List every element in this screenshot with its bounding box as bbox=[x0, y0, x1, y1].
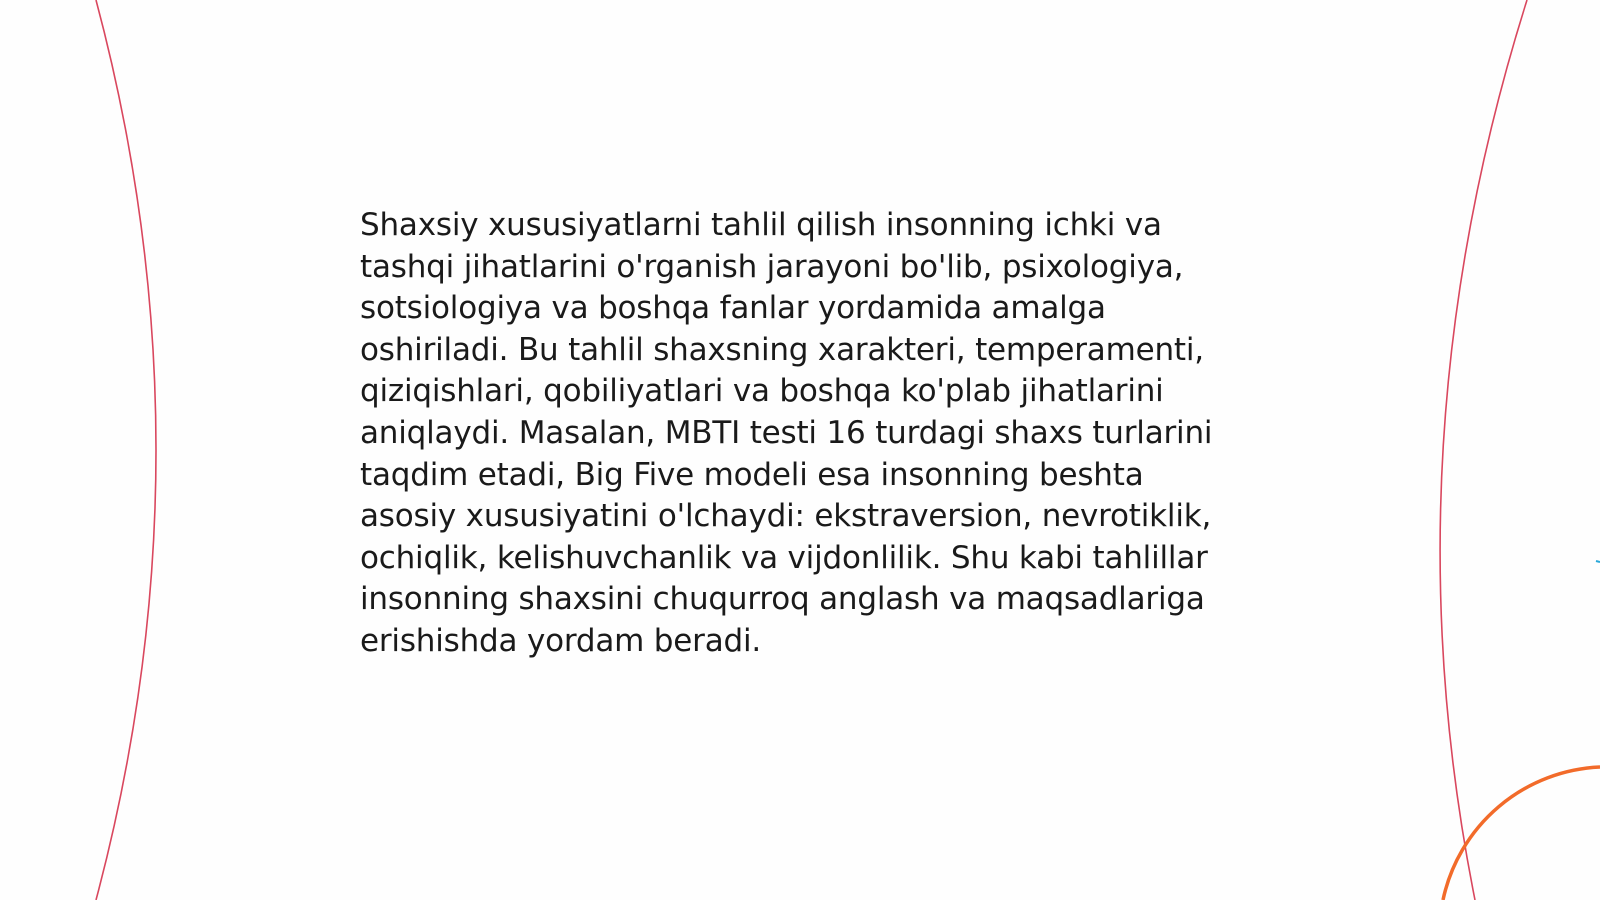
cyan-accent-mark bbox=[1596, 561, 1600, 562]
left-curve-line bbox=[96, 0, 156, 900]
slide-body-paragraph: Shaxsiy xususiyatlarni tahlil qilish insonning ichki va tashqi jihatlarini o'rganish jarayoni bo'lib, psixologiya, sotsiologiya va boshqa fanlar yordamida amalga oshiriladi. Bu tahlil shaxsning xarakteri, temperamenti, qiziqishlari, qobiliyatlari va boshqa ko'plab jihatlarini aniqlaydi. Masalan, MBTI testi 16 turdagi shaxs turlarini taqdim etadi, Big Five modeli esa insonning beshta asosiy xususiyatini o'lchaydi: ekstraversion, nevrotiklik, ochiqlik, kelishuvchanlik va vijdonlilik. Shu kabi tahlillar insonning shaxsini chuqurroq anglash va maqsadlariga erishishda yordam beradi. bbox=[360, 207, 1213, 659]
orange-arc bbox=[1443, 767, 1600, 900]
right-curve-line bbox=[1440, 0, 1527, 900]
